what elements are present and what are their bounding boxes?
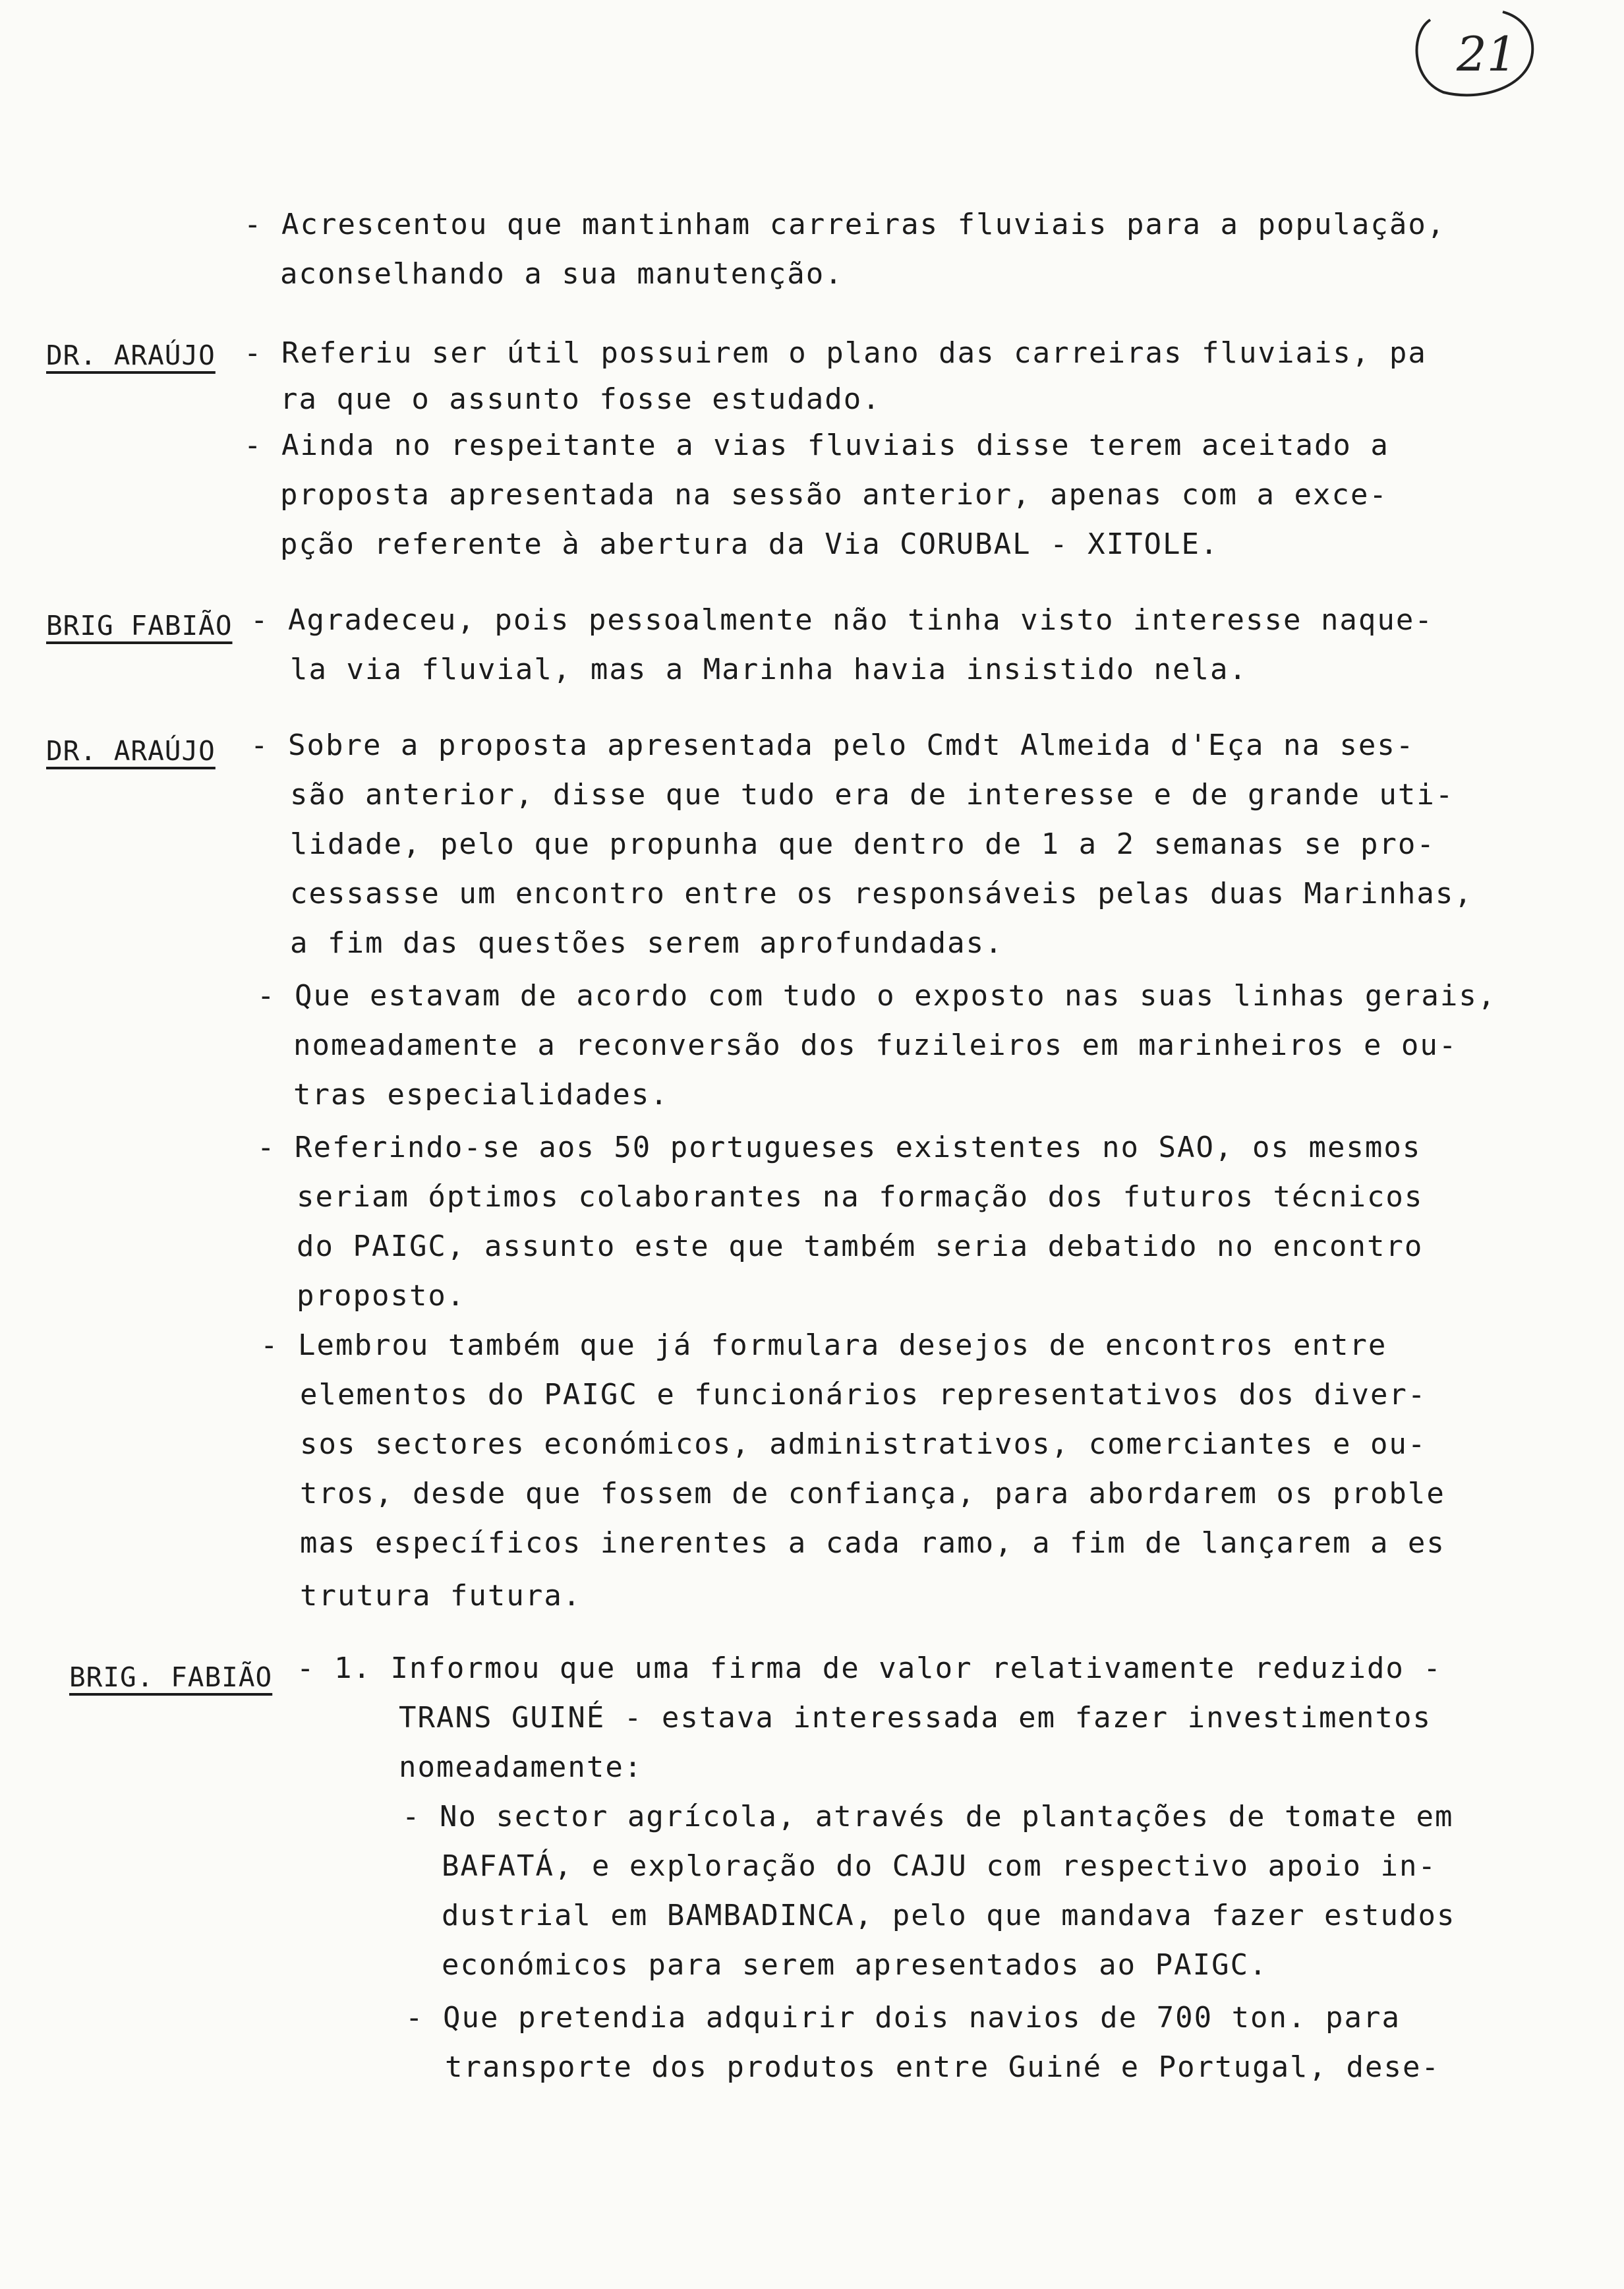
text-line: do PAIGC, assunto este que também seria debatido no encontro — [297, 1230, 1424, 1263]
text-line: dustrial em BAMBADINCA, pelo que mandava fazer estudos — [442, 1899, 1456, 1932]
text-line: proposta apresentada na sessão anterior, apenas com a exce- — [280, 478, 1388, 512]
text-line: - Lembrou também que já formulara desejos de encontros entre — [260, 1328, 1387, 1362]
text-line: - Referiu ser útil possuirem o plano das carreiras fluviais, pa — [244, 336, 1427, 370]
text-line: elementos do PAIGC e funcionários representativos dos diver- — [300, 1378, 1427, 1412]
text-line: cessasse um encontro entre os responsáveis pelas duas Marinhas, — [290, 877, 1473, 910]
speaker-name: DR. ARAÚJO — [46, 735, 216, 767]
text-line: la via fluvial, mas a Marinha havia insistido nela. — [290, 653, 1248, 686]
text-line: económicos para serem apresentados ao PAIGC. — [442, 1948, 1268, 1982]
text-line: lidade, pelo que propunha que dentro de 1 a 2 semanas se pro- — [290, 827, 1436, 861]
text-line: - Que estavam de acordo com tudo o exposto nas suas linhas gerais, — [257, 979, 1497, 1013]
text-line: aconselhando a sua manutenção. — [280, 257, 844, 291]
text-line: transporte dos produtos entre Guiné e Portugal, dese- — [445, 2050, 1440, 2084]
text-line: tras especialidades. — [293, 1078, 669, 1112]
text-line: ra que o assunto fosse estudado. — [280, 382, 881, 416]
text-line: BAFATÁ, e exploração do CAJU com respectivo apoio in- — [442, 1849, 1437, 1883]
text-line: - Agradeceu, pois pessoalmente não tinha visto interesse naque- — [250, 603, 1434, 637]
text-line: - Referindo-se aos 50 portugueses existentes no SAO, os mesmos — [257, 1131, 1422, 1164]
text-line: são anterior, disse que tudo era de interesse e de grande uti- — [290, 778, 1455, 812]
text-line: proposto. — [297, 1279, 466, 1313]
page-number: 21 — [1457, 26, 1517, 82]
text-line: seriam óptimos colaborantes na formação dos futuros técnicos — [297, 1180, 1424, 1214]
text-line: - Sobre a proposta apresentada pelo Cmdt Almeida d'Eça na ses- — [250, 728, 1415, 762]
speaker-name: BRIG. FABIÃO — [69, 1661, 273, 1693]
text-line: trutura futura. — [300, 1579, 582, 1613]
text-line: nomeadamente a reconversão dos fuzileiros em marinheiros e ou- — [293, 1028, 1458, 1062]
text-line: tros, desde que fossem de confiança, para abordarem os proble — [300, 1477, 1445, 1510]
text-line: - Ainda no respeitante a vias fluviais disse terem aceitado a — [244, 429, 1389, 462]
text-line: a fim das questões serem aprofundadas. — [290, 926, 1004, 960]
page-number-stamp — [1404, 7, 1536, 99]
text-line: - Que pretendia adquirir dois navios de 700 ton. para — [405, 2001, 1401, 2035]
text-line: pção referente à abertura da Via CORUBAL - XITOLE. — [280, 527, 1219, 561]
text-line: mas específicos inerentes a cada ramo, a fim de lançarem a es — [300, 1526, 1445, 1560]
speaker-name: BRIG FABIÃO — [46, 610, 233, 641]
text-line: nomeadamente: — [399, 1750, 643, 1784]
text-line: - No sector agrícola, através de plantações de tomate em — [402, 1800, 1454, 1833]
text-line: - Acrescentou que mantinham carreiras fluviais para a população, — [244, 208, 1446, 241]
text-line: - 1. Informou que uma firma de valor relativamente reduzido - — [297, 1651, 1442, 1685]
speaker-name: DR. ARAÚJO — [46, 340, 216, 371]
text-line: TRANS GUINÉ - estava interessada em fazer investimentos — [399, 1701, 1432, 1735]
text-line: sos sectores económicos, administrativos, comerciantes e ou- — [300, 1427, 1427, 1461]
